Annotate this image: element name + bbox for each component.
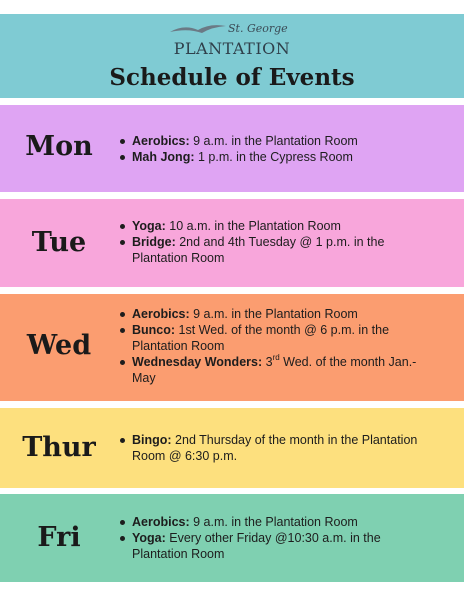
list-item bbox=[118, 530, 428, 562]
list-item bbox=[118, 514, 428, 530]
event-label: Aerobics: bbox=[132, 515, 190, 529]
event-list bbox=[118, 218, 428, 266]
event-text: 2nd and 4th Tuesday @ 1 p.m. in the Plantation Room bbox=[132, 235, 385, 265]
day-label: Tue bbox=[31, 227, 87, 258]
event-label: Bunco: bbox=[132, 323, 176, 337]
day-label: Wed bbox=[26, 330, 92, 361]
event-text: 2nd Thursday of the month in the Plantation Room @ 6:30 p.m. bbox=[132, 433, 418, 463]
list-item bbox=[118, 149, 428, 165]
list-item bbox=[118, 234, 428, 266]
event-text: 3 bbox=[262, 355, 273, 369]
event-label: Mah Jong: bbox=[132, 150, 195, 164]
day-band-fri bbox=[0, 494, 464, 582]
list-item bbox=[118, 306, 428, 322]
day-label: Thur bbox=[22, 432, 96, 463]
seagull-icon bbox=[168, 22, 228, 38]
event-list bbox=[118, 133, 428, 165]
event-label: Bingo: bbox=[132, 433, 172, 447]
event-list bbox=[118, 432, 428, 464]
list-item bbox=[118, 218, 428, 234]
event-label: Bridge: bbox=[132, 235, 176, 249]
event-text: 9 a.m. in the Plantation Room bbox=[189, 134, 358, 148]
day-label: Mon bbox=[25, 131, 93, 162]
event-text: 9 a.m. in the Plantation Room bbox=[189, 307, 358, 321]
list-item bbox=[118, 354, 428, 386]
event-text: Every other Friday @10:30 a.m. in the Plantation Room bbox=[132, 531, 381, 561]
event-label: Aerobics: bbox=[132, 307, 190, 321]
event-text: 10 a.m. in the Plantation Room bbox=[165, 219, 341, 233]
event-label: Yoga: bbox=[132, 531, 166, 545]
event-text: 1st Wed. of the month @ 6 p.m. in the Plantation Room bbox=[132, 323, 390, 353]
event-text: Wed. of the month Jan.- May bbox=[132, 355, 417, 385]
day-label: Fri bbox=[37, 522, 81, 553]
day-band-mon bbox=[0, 105, 464, 192]
event-text: 1 p.m. in the Cypress Room bbox=[194, 150, 353, 164]
logo-word: PLANTATION bbox=[173, 39, 291, 58]
day-band-tue bbox=[0, 199, 464, 287]
event-list bbox=[118, 306, 428, 386]
list-item bbox=[118, 432, 428, 464]
ordinal-suffix: rd bbox=[272, 352, 280, 362]
plantation-logo bbox=[0, 22, 464, 66]
list-item bbox=[118, 322, 428, 354]
day-band-thur bbox=[0, 408, 464, 488]
event-list bbox=[118, 514, 428, 562]
event-text: 9 a.m. in the Plantation Room bbox=[189, 515, 358, 529]
header bbox=[0, 14, 464, 98]
day-band-wed bbox=[0, 294, 464, 401]
event-label: Yoga: bbox=[132, 219, 166, 233]
page-title: Schedule of Events bbox=[109, 64, 355, 91]
logo-script: St. George bbox=[228, 22, 288, 35]
event-label: Aerobics: bbox=[132, 134, 190, 148]
event-label: Wednesday Wonders: bbox=[132, 355, 263, 369]
list-item bbox=[118, 133, 428, 149]
